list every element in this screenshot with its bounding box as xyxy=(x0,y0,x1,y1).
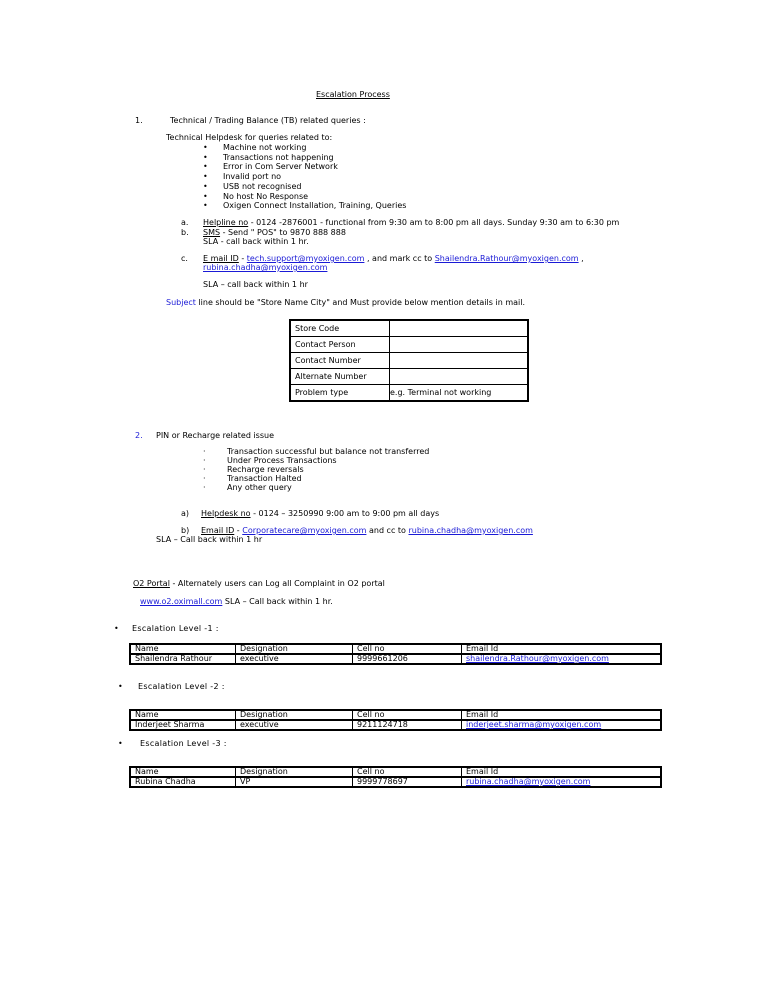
list-item: · Recharge reversals xyxy=(203,465,304,474)
table-row xyxy=(290,369,528,385)
table-row xyxy=(290,337,528,353)
email-sla: SLA – call back within 1 hr xyxy=(203,280,308,289)
list-item: • Transactions not happening xyxy=(203,152,334,162)
corporatecare-email-link[interactable]: Corporatecare@myoxigen.com xyxy=(242,526,367,535)
email-marker: c. xyxy=(181,254,188,263)
portal-url-line: www.o2.oximall.com SLA – Call back within 1 hr. xyxy=(140,597,333,606)
sms-marker: b. xyxy=(181,228,189,237)
helpdesk-text: - 0124 – 3250990 9:00 am to 9:00 pm all days xyxy=(250,509,440,518)
detail-value: e.g. Terminal not working xyxy=(390,385,529,402)
detail-label: Problem type xyxy=(290,385,390,402)
escalation-level-3-table xyxy=(129,766,662,788)
contact-email-link[interactable]: rubina.chadha@myoxigen.com xyxy=(466,777,591,786)
detail-label: Alternate Number xyxy=(290,369,390,385)
detail-value xyxy=(390,353,529,369)
helpline-line xyxy=(203,218,619,228)
contact-name: Shailendra Rathour xyxy=(130,654,236,664)
escalation-level-1-label: Escalation Level -1 : xyxy=(132,624,219,633)
header-name: Name xyxy=(130,710,236,720)
table-row xyxy=(290,353,528,369)
section-1-number: 1. xyxy=(135,116,143,125)
contact-cell: 9999661206 xyxy=(353,654,462,664)
escalation-bullet: • xyxy=(118,682,123,691)
subject-instruction: Subject line should be "Store Name City" and Must provide below mention details in mail. xyxy=(166,298,526,307)
portal-url-link[interactable]: www.o2.oximall.com xyxy=(140,597,223,606)
section-2-heading: PIN or Recharge related issue xyxy=(156,431,275,440)
escalation-bullet: • xyxy=(118,739,123,748)
helpdesk-intro: Technical Helpdesk for queries related to: xyxy=(166,133,333,142)
section-2-sla: SLA – Call back within 1 hr xyxy=(156,535,263,544)
list-item: · Any other query xyxy=(203,483,292,492)
escalation-level-2-label: Escalation Level -2 : xyxy=(138,682,225,691)
header-name: Name xyxy=(130,644,236,654)
header-designation: Designation xyxy=(236,767,353,777)
sms-sla: SLA - call back within 1 hr. xyxy=(203,237,309,246)
helpdesk-line xyxy=(201,509,439,519)
section-1-heading: Technical / Trading Balance (TB) related queries : xyxy=(170,116,366,125)
header-designation: Designation xyxy=(236,644,353,654)
recharge-issue-list xyxy=(203,447,429,492)
header-email: Email Id xyxy=(462,710,662,720)
email-line-2 xyxy=(203,263,327,273)
contact-name: Rubina Chadha xyxy=(130,777,236,787)
subject-word: Subject xyxy=(166,298,196,307)
escalation-level-3-label: Escalation Level -3 : xyxy=(140,739,227,748)
contact-designation: VP xyxy=(236,777,353,787)
table-row xyxy=(130,720,661,730)
technical-issue-list xyxy=(203,143,406,211)
list-item: · Transaction Halted xyxy=(203,474,302,483)
detail-value xyxy=(390,369,529,385)
header-cell: Cell no xyxy=(353,644,462,654)
table-row xyxy=(130,644,661,654)
portal-line: O2 Portal - Alternately users can Log all Complaint in O2 portal xyxy=(133,579,385,588)
detail-label: Contact Person xyxy=(290,337,390,353)
list-item: • Oxigen Connect Installation, Training, Queries xyxy=(203,201,407,211)
detail-label: Contact Number xyxy=(290,353,390,369)
contact-email-link[interactable]: inderjeet.sharma@myoxigen.com xyxy=(466,720,602,729)
list-item: • No host No Response xyxy=(203,191,309,201)
header-name: Name xyxy=(130,767,236,777)
email-line: E mail ID - tech.support@myoxigen.com , and mark cc to Shailendra.Rathour@myoxigen.com , xyxy=(203,254,584,263)
helpdesk-marker: a) xyxy=(181,509,190,518)
table-row xyxy=(290,320,528,337)
corp-email-marker: b) xyxy=(181,526,190,535)
detail-value xyxy=(390,320,529,337)
contact-designation: executive xyxy=(236,654,353,664)
contact-cell: 9999778697 xyxy=(353,777,462,787)
contact-email-link[interactable]: shailendra.Rathour@myoxigen.com xyxy=(466,654,609,663)
list-item: · Transaction successful but balance not transferred xyxy=(203,447,430,456)
header-designation: Designation xyxy=(236,710,353,720)
header-cell: Cell no xyxy=(353,710,462,720)
helpline-marker: a. xyxy=(181,218,189,227)
escalation-level-2-table xyxy=(129,709,662,731)
header-cell: Cell no xyxy=(353,767,462,777)
rubina-cc-email-link[interactable]: rubina.chadha@myoxigen.com xyxy=(408,526,533,535)
shailendra-email-link[interactable]: Shailendra.Rathour@myoxigen.com xyxy=(434,254,579,263)
detail-value xyxy=(390,337,529,353)
email-label: E mail ID xyxy=(203,254,239,263)
tech-support-email-link[interactable]: tech.support@myoxigen.com xyxy=(246,254,365,263)
contact-name: Inderjeet Sharma xyxy=(130,720,236,730)
table-row xyxy=(130,777,661,787)
contact-designation: executive xyxy=(236,720,353,730)
corp-email-label: Email ID xyxy=(201,526,235,535)
list-item: • Machine not working xyxy=(203,143,307,152)
list-item: • Error in Com Server Network xyxy=(203,162,338,172)
mail-details-table xyxy=(289,319,529,402)
table-row xyxy=(290,385,528,402)
escalation-level-1-table xyxy=(129,643,662,665)
table-row xyxy=(130,654,661,664)
portal-label: O2 Portal xyxy=(133,579,170,588)
rubina-email-link[interactable]: rubina.chadha@myoxigen.com xyxy=(203,263,328,272)
list-item: • USB not recognised xyxy=(203,181,302,191)
table-row xyxy=(130,767,661,777)
helpdesk-label: Helpdesk no xyxy=(201,509,251,518)
detail-label: Store Code xyxy=(290,320,390,337)
sms-label: SMS xyxy=(203,228,221,237)
header-email: Email Id xyxy=(462,644,662,654)
header-email: Email Id xyxy=(462,767,662,777)
escalation-bullet: • xyxy=(114,624,119,633)
list-item: • Invalid port no xyxy=(203,172,282,182)
page-title: Escalation Process xyxy=(316,90,390,99)
section-2-number: 2. xyxy=(135,431,143,440)
contact-cell: 9211124718 xyxy=(353,720,462,730)
sms-text: - Send " POS" to 9870 888 888 xyxy=(220,228,346,237)
list-item: · Under Process Transactions xyxy=(203,456,337,465)
table-row xyxy=(130,710,661,720)
helpline-label: Helpline no xyxy=(203,218,249,227)
corp-email-line: Email ID - Corporatecare@myoxigen.com and cc to rubina.chadha@myoxigen.com xyxy=(201,526,533,535)
helpline-text: - 0124 -2876001 - functional from 9:30 am to 8:00 pm all days. Sunday 9:30 am to 6:30 pm xyxy=(248,218,620,227)
